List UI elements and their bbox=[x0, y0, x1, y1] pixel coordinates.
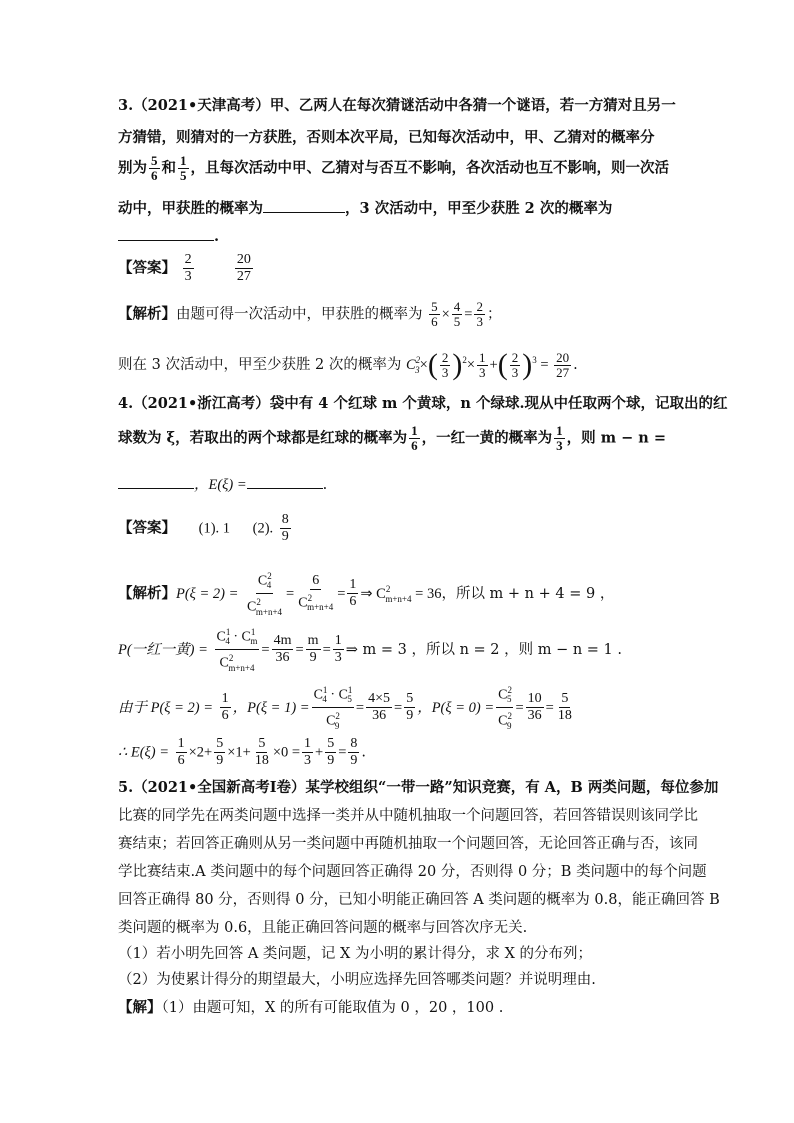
q3-line-5: . bbox=[118, 226, 678, 247]
q5-subquestion-2: （2）为使累计得分的期望最大，小明应选择先回答哪类问题？并说明理由. bbox=[118, 972, 596, 988]
fraction: $\frac{5}{6}$ bbox=[151, 153, 158, 183]
q4-analysis-2: P(一红一黄) = $\frac{C^1_4 \cdot C^1_m}{C^2_{m+n+4}}$ = $\frac{4m}{36}$ = $\frac{m}{9}$ = $\frac{1}{3}$ ⇒ m = 3 ，所以 n = 2 ，则 m − n = 1 . bbox=[118, 624, 678, 676]
fraction: $\frac{2}{3}$ bbox=[184, 252, 192, 284]
q5-line-2: 比赛的同学先在两类问题中选择一类并从中随机抽取一个问题回答，若回答错误则该同学比 bbox=[118, 808, 698, 824]
q5-line-6: 类问题的概率为 0.6，且能正确回答问题的概率与回答次序无关. bbox=[118, 920, 528, 936]
q4-line-3: ，E(ξ) = . bbox=[118, 474, 678, 495]
q4-analysis-4: ∴ E(ξ) = $\frac{1}{6}$ ×2+ $\frac{5}{9}$ ×1+ $\frac{5}{18}$ ×0 = $\frac{1}{3}$ + $\frac{5}{9}$ = $\frac{8}{9}$ . bbox=[118, 736, 367, 768]
fraction: $\frac{1}{3}$ bbox=[479, 349, 486, 380]
fraction: $\frac{6}{C^2_{m+n+4}}$ bbox=[298, 572, 334, 613]
combination-expr: $C^2_3$ bbox=[406, 355, 421, 375]
q4-line-2: 球数为 ξ，若取出的两个球都是红球的概率为 $\frac{1}{6}$ ，一红一黄的概率为 $\frac{1}{3}$ ，则 m − n = bbox=[118, 423, 667, 453]
fraction: $\frac{5}{9}$ bbox=[327, 736, 335, 768]
fraction: $\frac{1}{6}$ bbox=[177, 736, 185, 768]
fraction: $\frac{5}{9}$ bbox=[406, 691, 414, 724]
fraction: $\frac{10}{36}$ bbox=[527, 691, 542, 724]
q5-subquestion-1: （1）若小明先回答 A 类问题，记 X 为小明的累计得分，求 X 的分布列； bbox=[118, 946, 592, 962]
fraction: $\frac{C^1_4 \cdot C^1_5}{C^2_9}$ bbox=[312, 682, 354, 734]
q5-solution: 【解】（1）由题可知，X 的所有可能取值为 0 ，20 ，100 . bbox=[118, 999, 504, 1016]
q5-line-5: 回答正确得 80 分，否则得 0 分，已知小明能正确回答 A 类问题的概率为 0.8，能正确回答 B bbox=[118, 892, 720, 908]
q3-answer: 【答案】 $\frac{2}{3}$ $\frac{20}{27}$ bbox=[118, 252, 251, 284]
answer-blank bbox=[247, 474, 323, 489]
q3-analysis-2: 则在 3 次活动中，甲至少获胜 2 次的概率为 $C^2_3\times$( $\frac{2}{3}$ )$^2$× $\frac{1}{3}$ +( $\frac{2}{3}$ )$^3$ = $\frac{20}{27}$ . bbox=[118, 348, 578, 381]
fraction: $\frac{5}{9}$ bbox=[216, 736, 224, 768]
q5-line-3: 赛结束；若回答正确则从另一类问题中再随机抽取一个问题回答，无论回答正确与否，该同 bbox=[118, 836, 698, 852]
q4-analysis-3: 由于 P(ξ = 2) = $\frac{1}{6}$ ，P(ξ = 1) = $\frac{C^1_4 \cdot C^1_5}{C^2_9}$ = $\frac{4\times 5}{36}$ = $\frac{5}{9}$ ，P(ξ = 0) = $\frac{C^2_5}{C^2_9}$ = $\frac{10}{36}$ = $\frac{5}{18}$ bbox=[118, 682, 678, 734]
q4-analysis-1: 【解析】P(ξ = 2) = $\frac{C^2_4}{C^2_{m+n+4}}$ = $\frac{6}{C^2_{m+n+4}}$ = $\frac{1}{6}$ ⇒ $C^2_{m+n+4} = 36$，所以 m + n + 4 = 9 ， bbox=[118, 568, 678, 620]
answer-blank bbox=[118, 474, 194, 489]
fraction: $\frac{1}{5}$ bbox=[180, 153, 187, 183]
fraction: $\frac{m}{9}$ bbox=[307, 633, 319, 666]
fraction: $\frac{8}{9}$ bbox=[350, 736, 358, 768]
fraction: $\frac{2}{3}$ bbox=[476, 299, 483, 329]
answer-blank bbox=[263, 198, 345, 213]
fraction: $\frac{5}{18}$ bbox=[557, 691, 572, 724]
fraction: $\frac{1}{3}$ bbox=[304, 736, 312, 768]
q3-line-3: 别为 $\frac{5}{6}$ 和 $\frac{1}{5}$ ，且每次活动中甲、乙猜对与否互不影响，各次活动也互不影响，则一次活 bbox=[118, 153, 669, 183]
fraction: $\frac{1}{6}$ bbox=[411, 423, 418, 453]
fraction: $\frac{4m}{36}$ bbox=[273, 633, 292, 666]
q3-analysis-1: 【解析】由题可得一次活动中，甲获胜的概率为 $\frac{5}{6}$ × $\frac{4}{5}$ = $\frac{2}{3}$ ； bbox=[118, 299, 502, 329]
fraction: $\frac{C^2_4}{C^2_{m+n+4}}$ bbox=[245, 568, 284, 620]
q5-line-1: 5.（2021•全国新高考Ⅰ卷）某学校组织“一带一路”知识竞赛，有 A，B 两类问题，每位参加 bbox=[118, 779, 719, 796]
fraction: $\frac{20}{27}$ bbox=[236, 252, 251, 284]
fraction: $\frac{C^1_4 \cdot C^1_m}{C^2_{m+n+4}}$ bbox=[215, 624, 260, 676]
fraction: $\frac{2}{3}$ bbox=[441, 349, 449, 380]
fraction: $\frac{1}{3}$ bbox=[556, 423, 563, 453]
fraction: $\frac{5}{18}$ bbox=[254, 736, 269, 768]
fraction: $\frac{4\times 5}{36}$ bbox=[368, 691, 391, 724]
answer-blank bbox=[118, 226, 214, 241]
q3-line-4: 动中，甲获胜的概率为 ，3 次活动中，甲至少获胜 2 次的概率为 bbox=[118, 200, 613, 217]
fraction: $\frac{5}{6}$ bbox=[431, 299, 438, 329]
fraction: $\frac{4}{5}$ bbox=[453, 299, 461, 329]
fraction: $\frac{1}{6}$ bbox=[349, 577, 357, 610]
fraction: $\frac{8}{9}$ bbox=[281, 512, 289, 544]
fraction: $\frac{1}{3}$ bbox=[334, 633, 342, 666]
q3-line-1: 3.（2021•天津高考）甲、乙两人在每次猜谜活动中各猜一个谜语，若一方猜对且另一 bbox=[118, 97, 676, 114]
fraction: $\frac{1}{6}$ bbox=[221, 691, 229, 724]
fraction: $\frac{20}{27}$ bbox=[556, 349, 570, 380]
q4-line-1: 4.（2021•浙江高考）袋中有 4 个红球 m 个黄球，n 个绿球.现从中任取两个球，记取出的红 bbox=[118, 395, 728, 412]
q4-answer: 【答案】 (1). 1 (2). $\frac{8}{9}$ bbox=[118, 512, 289, 544]
q3-line-2: 方猜错，则猜对的一方获胜，否则本次平局，已知每次活动中，甲、乙猜对的概率分 bbox=[118, 129, 655, 146]
q5-line-4: 学比赛结束.A 类问题中的每个问题回答正确得 20 分，否则得 0 分；B 类问题中的每个问题 bbox=[118, 864, 707, 880]
fraction: $\frac{2}{3}$ bbox=[511, 349, 519, 380]
fraction: $\frac{C^2_5}{C^2_9}$ bbox=[496, 682, 513, 734]
